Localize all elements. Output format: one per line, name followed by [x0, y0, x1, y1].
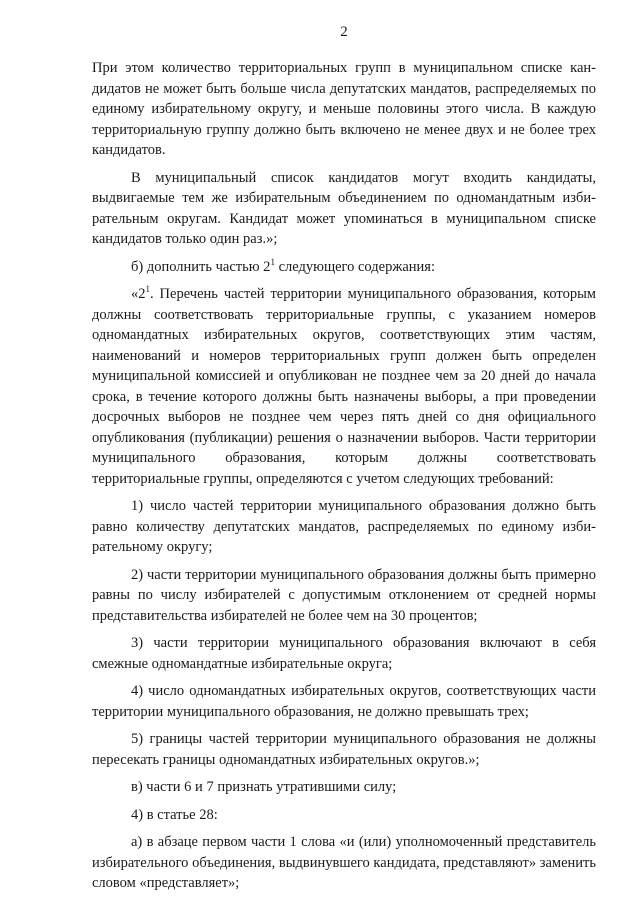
list-item-requirement-1: 1) число частей территории муниципального образования должно быть равно количеству депутатских мандатов, распределяемых по единому избирательному округу; [92, 498, 596, 555]
paragraph-part-2-1-text [92, 284, 596, 489]
list-item-requirement-3: 3) части территории муниципального образования включают в себя смежные одномандатные избирательные округа; [92, 635, 596, 672]
document-page [92, 0, 596, 905]
document-body [92, 58, 596, 901]
paragraph-add-part-2-1 [92, 257, 596, 278]
paragraph-text: б) дополнить частью 2 [131, 258, 271, 275]
paragraph-article-28-part-1: а) в абзаце первом части 1 слова «и (или) уполномоченный представитель избирательного объединения, выдвинувшего кандидата, представляют» заменить словом «представляет»; [92, 834, 596, 891]
list-item-requirement-4: 4) число одномандатных избирательных округов, соответствующих части территории муниципального образования, не должно превышать трех; [92, 683, 596, 720]
paragraph-repeal-parts-6-7: в) части 6 и 7 признать утратившими силу; [131, 779, 397, 795]
paragraph-text: «2 [131, 286, 146, 302]
superscript: 1 [145, 284, 150, 294]
list-item-requirement-5: 5) границы частей территории муниципального образования не должны пересекать границы одномандатных избирательных округов.»; [92, 731, 596, 768]
paragraph-territorial-groups-count: При этом количество территориальных групп в муниципальном списке кандидатов не может быть больше числа депутатских мандатов, распределяемых по единому избирательному округу, и меньше половины этого числа. В каждую территориальную группу должно быть включено не менее двух и не более трех кандидатов. [92, 60, 596, 158]
paragraph-text: . Перечень частей территории муниципального образования, которым должны соответствовать территориальные группы, с указанием номеров одномандатных избирательных округов, соответствующих этим частям, наименований и номеров территориальных групп должен быть определен муниципальной комиссией и опубликован не позднее чем за 20 дней до начала срока, в течение которого должны быть назначены выборы, а при проведении досрочных выборов не позднее чем через пять дней со дня официального опубликования (публикации) решения о назначении выборов. Части территории муниципального образования, которым должны соответствовать территориальные группы, определяются с учетом следующих требований: [92, 286, 596, 487]
list-item-requirement-2: 2) части территории муниципального образования должны быть примерно равны по числу избирателей с допустимым отклонением от средней нормы представительства избирателей не более чем на 30 процентов; [92, 566, 596, 624]
page-number: 2 [340, 24, 348, 40]
superscript: 1 [270, 256, 275, 267]
paragraph-text: следующего содержания: [274, 258, 436, 275]
paragraph-article-28: 4) в статье 28: [131, 806, 218, 823]
paragraph-single-mandate-candidates: В муниципальный список кандидатов могут входить кандидаты, выдвигаемые тем же избирательным объединением по одномандатным избирательным округам. Кандидат может упоминаться в муниципальном списке кандидатов только один раз.»; [92, 169, 596, 247]
